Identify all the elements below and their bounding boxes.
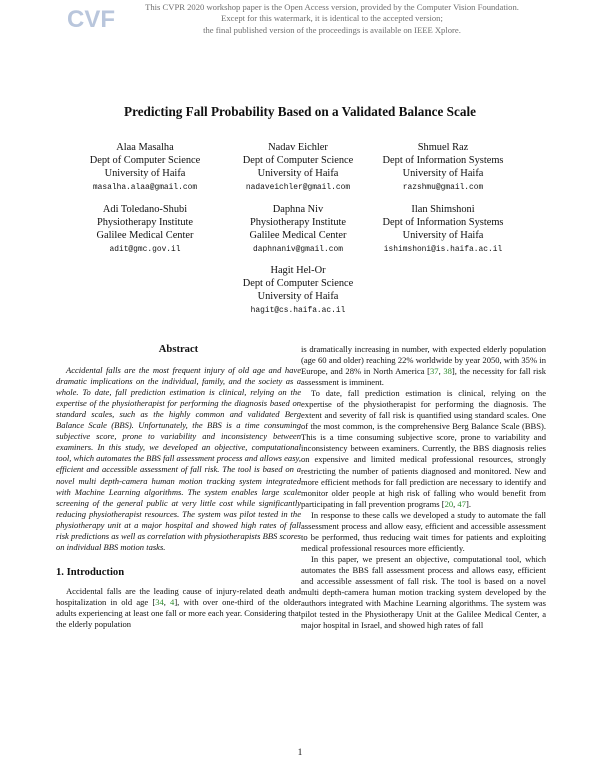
author-affiliation: University of Haifa	[104, 168, 186, 179]
author-email[interactable]: masalha.alaa@gmail.com	[92, 183, 198, 192]
abstract-text: Accidental falls are the most frequent injury of old age and have dramatic implications on the individual, family, and the society as a whole. To date, fall prediction estimation is clinical, relying on the expertise of the physiotherapist for performing the diagnosis based on standard scales, such as the highly common and validated Berg Balance Scale (BBS). Unfortunately, the BBS is a time consuming subjective score, prone to variability and inconsistency between examiners. In this study, we developed an objective, computational tool, which automates the BBS fall assessment process and allows easy, efficient and accessible assessment of fall risk. The tool is based on a novel multi depth-camera human motion tracking system integrated with Machine Learning algorithms. The system enables large scale screening of the general public at very little cost while significantly reducing physiotherapist resources. The system was pilot tested in the physiotherapy unit at a major hospital and showed high rates of fall risk predictions as well as correlation with physiotherapists BBS scores on individual BBS motion tasks.	[56, 365, 301, 552]
text-run: ].	[465, 498, 471, 509]
author-affiliation: Galilee Medical Center	[249, 230, 347, 241]
citation-link[interactable]: 20	[444, 498, 454, 509]
text-run: To date, fall prediction estimation is clinical, relying on the expertise of the physiotherapist for performing the diagnosis. The extent and severity of fall risk is quantified using standard scales. One of the most common, is the comprehensive Berg Balance Scale (BBS). This is a time consuming subjective score, prone to variability and inconsistency between examiners. Currently, the BBS diagnosis relies on expensive and limited medical professional resources, strongly restricting the number of patients diagnosed and monitored. New and more efficient methods for fall prediction are necessary to identify and monitor older people at high risk of falling who would benefit from participating in fall prevention programs [	[301, 388, 546, 509]
citation-link[interactable]: 34	[155, 596, 164, 607]
author-email[interactable]: hagit@cs.haifa.ac.il	[250, 306, 346, 315]
author-block	[358, 203, 528, 256]
text-run: ,	[438, 366, 444, 377]
author-affiliation: Galilee Medical Center	[96, 230, 194, 241]
author-block	[358, 141, 528, 194]
abstract-heading: Abstract	[158, 344, 199, 355]
cvf-logo-text: CVF	[67, 6, 115, 33]
right-column	[301, 344, 546, 631]
author-affiliation: University of Haifa	[257, 168, 339, 179]
citation-link[interactable]: 37	[430, 366, 439, 377]
author-affiliation: Dept of Information Systems	[382, 155, 504, 166]
author-email[interactable]: daphnaniv@gmail.com	[253, 245, 343, 254]
text-run: ], with over one-third of the older adults experiencing at least one fall or more each year. Considering that the elderly population	[56, 596, 301, 630]
author-name: Hagit Hel-Or	[270, 265, 326, 276]
body-paragraph: In response to these calls we developed a study to automate the fall assessment process and allow easy, efficient and accessible assessment to be performed, thus reducing wait times for patients and exploiting medical professional resources more efficiently.	[301, 509, 546, 553]
author-email[interactable]: adit@gmc.gov.il	[109, 245, 181, 254]
author-name: Daphna Niv	[272, 204, 324, 215]
author-name: Nadav Eichler	[268, 142, 328, 153]
author-name: Alaa Masalha	[116, 142, 174, 153]
author-block	[213, 264, 383, 317]
section-heading-introduction: 1. Introduction	[56, 566, 125, 578]
text-run: ,	[453, 498, 458, 509]
text-run: ], the necessity for fall risk assessment is imminent.	[301, 366, 546, 388]
author-block	[60, 203, 230, 256]
text-run: Accidental falls are the leading cause of injury-related death and hospitalization in old age [	[56, 585, 301, 607]
author-affiliation: Dept of Computer Science	[242, 278, 354, 289]
author-email[interactable]: razshmu@gmail.com	[402, 183, 484, 192]
left-column	[56, 344, 301, 630]
paper-title: Predicting Fall Probability Based on a Validated Balance Scale	[124, 104, 476, 119]
text-run: ,	[163, 596, 171, 607]
author-name: Ilan Shimshoni	[411, 204, 475, 215]
watermark-line-2: Except for this watermark, it is identical to the accepted version;	[221, 13, 443, 24]
author-email[interactable]: ishimshoni@is.haifa.ac.il	[383, 245, 503, 254]
intro-paragraph	[56, 586, 301, 630]
author-name: Adi Toledano-Shubi	[102, 204, 188, 215]
cvf-logo	[66, 4, 115, 33]
author-affiliation: University of Haifa	[402, 168, 484, 179]
watermark-line-3: the final published version of the proceedings is available on IEEE Xplore.	[203, 24, 461, 35]
watermark-line-1: This CVPR 2020 workshop paper is the Open Access version, provided by the Computer Vision Foundation.	[145, 2, 519, 12]
author-affiliation: Dept of Computer Science	[89, 155, 201, 166]
author-name: Shmuel Raz	[417, 142, 469, 153]
citation-link[interactable]: 4	[170, 596, 175, 607]
page-number: 1	[297, 748, 303, 758]
cvf-logo-icon	[66, 4, 115, 33]
text-run: is dramatically increasing in number, with expected elderly population (age 60 and older) reaching 22% worldwide by year 2050, with 35% in Europe, and 28% in North America [	[301, 344, 546, 377]
author-email[interactable]: nadaveichler@gmail.com	[245, 183, 351, 192]
citation-link[interactable]: 38	[443, 366, 452, 377]
author-affiliation: Physiotherapy Institute	[96, 217, 194, 228]
author-block	[60, 141, 230, 194]
author-affiliation: Dept of Computer Science	[242, 155, 354, 166]
author-affiliation: University of Haifa	[257, 291, 339, 302]
body-paragraph	[301, 388, 546, 510]
author-affiliation: University of Haifa	[402, 230, 484, 241]
body-paragraph	[301, 344, 546, 388]
body-paragraph: In this paper, we present an objective, computational tool, which automates the BBS fall assessment process and allows easy, efficient and accessible assessment of fall risk. The tool is based on a novel multi depth-camera human motion tracking system developed by the authors integrated with Machine Learning algorithms. The system was pilot tested in the Physiotherapy Unit at the Galilee Medical Center, a major hospital in Israel, and showed high rates of fall	[301, 553, 546, 631]
citation-link[interactable]: 47	[457, 498, 466, 509]
author-affiliation: Physiotherapy Institute	[249, 217, 347, 228]
author-affiliation: Dept of Information Systems	[382, 217, 504, 228]
open-access-watermark	[112, 2, 552, 36]
